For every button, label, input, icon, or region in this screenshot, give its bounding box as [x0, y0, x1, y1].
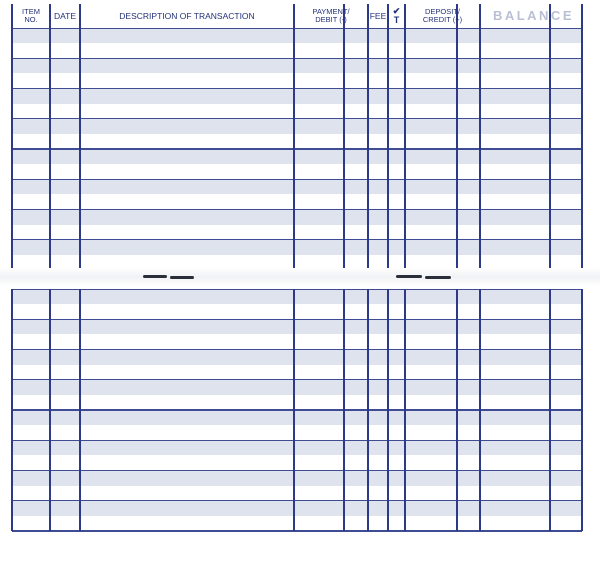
- column-rule: [456, 289, 457, 531]
- register-row-band: [12, 58, 582, 73]
- register-row-band: [12, 210, 582, 225]
- column-rule: [479, 289, 480, 531]
- column-rule: [404, 289, 405, 531]
- register-row-band: [12, 225, 582, 240]
- register-row-band: [12, 28, 582, 43]
- register-row-band: [12, 73, 582, 88]
- register-row-band: [12, 289, 582, 304]
- fold-crease-mark: [170, 276, 194, 279]
- fold-crease-mark: [396, 275, 422, 278]
- register-row-band: [12, 89, 582, 104]
- column-rule: [343, 289, 344, 531]
- header-balance: BALANCE: [492, 7, 574, 23]
- fold-crease-mark: [425, 276, 451, 279]
- row-rule: [12, 470, 582, 471]
- column-rule: [49, 289, 50, 531]
- register-row-band: [12, 104, 582, 119]
- register-row-band: [12, 440, 582, 455]
- column-rule: [549, 4, 550, 270]
- register-row-band: [12, 365, 582, 380]
- column-rule: [367, 289, 368, 531]
- header-deposit-credit: DEPOSIT/ CREDIT (+): [422, 6, 463, 24]
- column-rule: [11, 289, 12, 531]
- register-row-band: [12, 410, 582, 425]
- row-rule: [12, 148, 582, 149]
- column-rule: [387, 289, 388, 531]
- register-row-band: [12, 119, 582, 134]
- row-rule: [12, 379, 582, 380]
- row-rule: [12, 500, 582, 501]
- page-fold: [0, 268, 600, 286]
- row-rule: [12, 239, 582, 240]
- column-rule: [367, 4, 368, 270]
- column-rule: [293, 4, 294, 270]
- row-rule: [12, 179, 582, 180]
- register-row-band: [12, 240, 582, 255]
- register-row-band: [12, 194, 582, 209]
- header-fee: FEE: [369, 10, 387, 21]
- register-row-band: [12, 334, 582, 349]
- row-rule: [12, 440, 582, 441]
- row-rule: [12, 118, 582, 119]
- header-description: DESCRIPTION OF TRANSACTION: [119, 10, 255, 21]
- row-rule: [12, 58, 582, 59]
- column-rule: [549, 289, 550, 531]
- fold-crease-mark: [143, 275, 167, 278]
- register-row-band: [12, 516, 582, 531]
- row-rule: [12, 289, 582, 290]
- register-row-band: [12, 319, 582, 334]
- register-row-band: [12, 501, 582, 516]
- column-rule: [79, 289, 80, 531]
- register-row-band: [12, 380, 582, 395]
- column-rule: [456, 4, 457, 270]
- register-row-band: [12, 134, 582, 149]
- column-rule: [79, 4, 80, 270]
- column-rule: [387, 4, 388, 270]
- row-rule: [12, 349, 582, 350]
- register-row-band: [12, 455, 582, 470]
- register-row-band: [12, 395, 582, 410]
- register-row-band: [12, 304, 582, 319]
- row-rule: [12, 209, 582, 210]
- header-check-t: ✔ T: [392, 6, 401, 25]
- row-rule: [12, 409, 582, 410]
- column-rule: [49, 4, 50, 270]
- column-rule: [404, 4, 405, 270]
- register-row-band: [12, 43, 582, 58]
- column-rule: [479, 4, 480, 270]
- header-item-no: ITEM NO.: [22, 6, 40, 24]
- row-rule: [12, 319, 582, 320]
- register-row-band: [12, 425, 582, 440]
- register-row-band: [12, 350, 582, 365]
- column-rule: [293, 289, 294, 531]
- row-rule: [12, 28, 582, 29]
- header-date: DATE: [53, 10, 77, 21]
- column-rule: [581, 289, 582, 531]
- row-rule: [12, 530, 582, 531]
- row-rule: [12, 88, 582, 89]
- register-row-band: [12, 471, 582, 486]
- register-row-band: [12, 149, 582, 164]
- header-payment-debit: PAYMENT/ DEBIT (-): [312, 6, 350, 24]
- column-rule: [343, 4, 344, 270]
- register-row-band: [12, 164, 582, 179]
- column-rule: [11, 4, 12, 270]
- column-rule: [581, 4, 582, 270]
- register-row-band: [12, 179, 582, 194]
- register-row-band: [12, 486, 582, 501]
